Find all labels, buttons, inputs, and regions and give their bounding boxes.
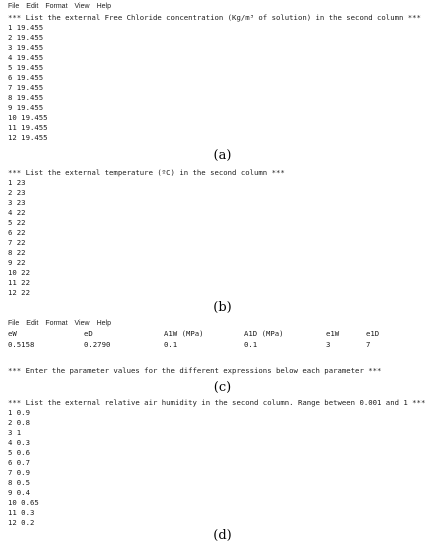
list-item: 4 0.3 (8, 438, 30, 447)
param-value-e1d: 7 (366, 340, 371, 349)
list-item: 11 19.455 (8, 123, 48, 132)
list-item: 11 0.3 (8, 508, 35, 517)
param-value-ed: 0.2790 (84, 340, 111, 349)
list-item: 6 19.455 (8, 73, 44, 82)
menu-format[interactable]: Format (45, 3, 68, 10)
menu-bar-a (8, 3, 111, 13)
list-item: 8 0.5 (8, 478, 30, 487)
menu-file[interactable]: File (8, 320, 20, 327)
menu-help[interactable]: Help (96, 320, 111, 327)
list-item: 4 22 (8, 208, 26, 217)
param-header-a1d: A1D (MPa) (244, 329, 284, 338)
menu-edit[interactable]: Edit (26, 3, 39, 10)
menu-file[interactable]: File (8, 3, 20, 10)
list-item: 1 0.9 (8, 408, 30, 417)
param-header-e1w: e1W (326, 329, 340, 338)
list-item: 6 0.7 (8, 458, 30, 467)
list-item: 9 22 (8, 258, 26, 267)
list-item: 5 19.455 (8, 63, 44, 72)
list-item: 9 0.4 (8, 488, 30, 497)
menu-format[interactable]: Format (45, 320, 68, 327)
list-item: 3 1 (8, 428, 22, 437)
list-item: 10 0.65 (8, 498, 39, 507)
parameter-table[interactable] (8, 329, 438, 353)
list-item: 12 22 (8, 288, 30, 297)
list-item: 1 19.455 (8, 23, 44, 32)
list-item: 10 22 (8, 268, 30, 277)
prompt-chloride: *** List the external Free Chloride concentration (Kg/m³ of solution) in the second column *** (8, 13, 421, 22)
list-item: 12 0.2 (8, 518, 35, 527)
menu-view[interactable]: View (74, 3, 90, 10)
caption-d: (d) (213, 528, 232, 543)
list-item: 9 19.455 (8, 103, 44, 112)
list-item: 7 22 (8, 238, 26, 247)
param-value-ew: 0.5158 (8, 340, 35, 349)
param-value-a1d: 0.1 (244, 340, 258, 349)
menu-edit[interactable]: Edit (26, 320, 39, 327)
prompt-parameters: *** Enter the parameter values for the different expressions below each parameter *** (8, 366, 382, 375)
chloride-rows[interactable] (8, 23, 48, 143)
list-item: 8 19.455 (8, 93, 44, 102)
list-item: 8 22 (8, 248, 26, 257)
param-header-ed: eD (84, 329, 93, 338)
list-item: 7 0.9 (8, 468, 30, 477)
list-item: 12 19.455 (8, 133, 48, 142)
list-item: 2 19.455 (8, 33, 44, 42)
menu-help[interactable]: Help (96, 3, 111, 10)
humidity-rows[interactable] (8, 408, 39, 528)
list-item: 7 19.455 (8, 83, 44, 92)
list-item: 3 23 (8, 198, 26, 207)
param-header-ew: eW (8, 329, 17, 338)
param-value-e1w: 3 (326, 340, 331, 349)
list-item: 10 19.455 (8, 113, 48, 122)
caption-a: (a) (213, 148, 232, 163)
list-item: 1 23 (8, 178, 26, 187)
list-item: 5 22 (8, 218, 26, 227)
list-item: 5 0.6 (8, 448, 30, 457)
list-item: 11 22 (8, 278, 30, 287)
list-item: 4 19.455 (8, 53, 44, 62)
caption-c: (c) (213, 380, 232, 395)
menu-view[interactable]: View (74, 320, 90, 327)
list-item: 6 22 (8, 228, 26, 237)
prompt-humidity: *** List the external relative air humidity in the second column. Range between 0.001 and 1 *** (8, 398, 426, 407)
prompt-temperature: *** List the external temperature (ºC) in the second column *** (8, 168, 285, 177)
list-item: 2 0.8 (8, 418, 30, 427)
temperature-rows[interactable] (8, 178, 30, 298)
list-item: 2 23 (8, 188, 26, 197)
list-item: 3 19.455 (8, 43, 44, 52)
param-header-a1w: A1W (MPa) (164, 329, 204, 338)
caption-b: (b) (213, 300, 232, 315)
param-value-a1w: 0.1 (164, 340, 178, 349)
param-header-e1d: e1D (366, 329, 380, 338)
